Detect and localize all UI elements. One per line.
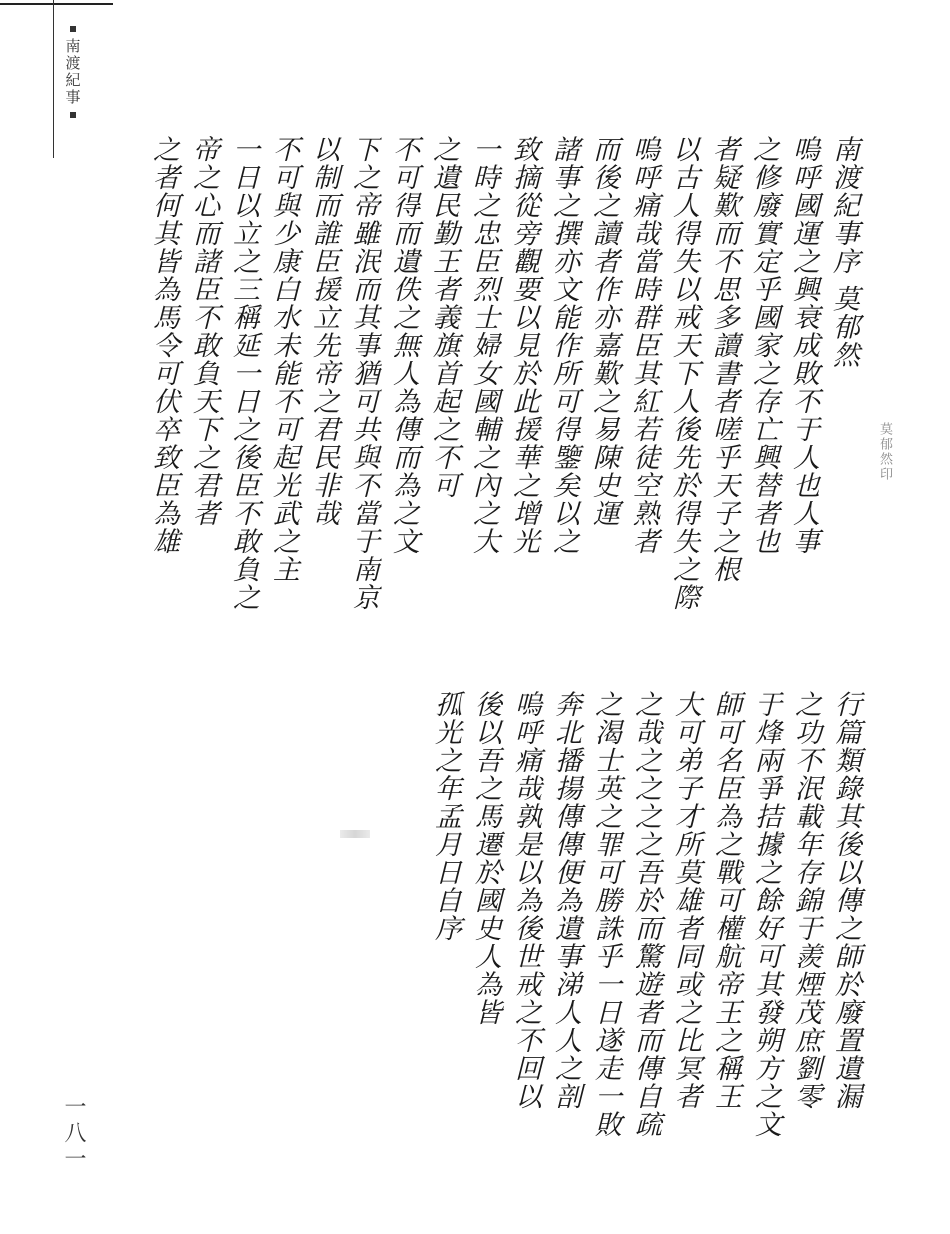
manuscript-column: 奔北播揚傳傳便為遺事涕人人之剖 [550, 690, 581, 1110]
manuscript-column: 致摘從旁觀要以見於此援華之增光 [508, 135, 539, 555]
header-title: 南渡紀事 [63, 38, 82, 106]
manuscript-column: 以古人得失以戒天下人後先於得失之際 [668, 135, 699, 611]
manuscript-column: 帝之心而諸臣不敢負天下之君者 [188, 135, 219, 527]
ink-smudge [340, 830, 370, 838]
manuscript-column: 者疑歎而不思多讀書者嗟乎天子之根 [708, 135, 739, 583]
manuscript-column: 一時之忠臣烈士婦女國輔之內之大 [468, 135, 499, 555]
manuscript-column: 行篇類錄其後以傳之師於廢置遺漏 [830, 690, 861, 1110]
manuscript-column: 之修廢實定乎國家之存亡興替者也 [748, 135, 779, 555]
manuscript-column: 以制而誰臣援立先帝之君民非哉 [308, 135, 339, 527]
manuscript-column: 不可得而遺佚之無人為傳而為之文 [388, 135, 419, 555]
manuscript-column: 師可名臣為之戰可權航帝王之稱王 [710, 690, 741, 1110]
top-rule [0, 3, 113, 5]
manuscript-bottom-block [410, 690, 865, 1210]
header-square-bullet-top [70, 26, 76, 32]
manuscript-column: 之功不泯載年存錦于羨煙茂庶劉零 [790, 690, 821, 1110]
manuscript-top-block [128, 135, 863, 650]
manuscript-column: 孤光之年孟月日自序 [430, 690, 461, 942]
manuscript-column: 下之帝雖泯而其事猶可共與不當于南京 [348, 135, 379, 611]
manuscript-column: 而後之讀者作亦嘉歎之易陳史運 [588, 135, 619, 527]
manuscript-column: 之哉之之之之吾於而驚遊者而傳自疏 [630, 690, 661, 1138]
manuscript-column: 一日以立之三稱延一日之後臣不敢負之 [228, 135, 259, 611]
manuscript-column: 之遺民勤王者義旗首起之不可 [428, 135, 459, 499]
manuscript-column: 嗚呼痛哉當時群臣其紅若徒空熟者 [628, 135, 659, 555]
manuscript-column: 諸事之撰亦文能作所可得鑒矣以之 [548, 135, 579, 555]
manuscript-column: 之者何其皆為馬令可伏卒致臣為雄 [148, 135, 179, 555]
manuscript-column: 南渡紀事序 莫郁然 [828, 135, 859, 369]
running-header [60, 20, 86, 124]
manuscript-column: 嗚呼痛哉孰是以為後世戒之不回以 [510, 690, 541, 1110]
manuscript-column: 嗚呼國運之興衰成敗不于人也人事 [788, 135, 819, 555]
manuscript-column: 不可與少康白水未能不可起光武之主 [268, 135, 299, 583]
manuscript-column: 後以吾之馬遷於國史人為皆 [470, 690, 501, 1026]
seal-stamp: 莫郁然印 [877, 422, 892, 482]
page-number: 一八一 [61, 1095, 86, 1173]
manuscript-column: 之渴士英之罪可勝誅乎一日遂走一敗 [590, 690, 621, 1138]
manuscript-column: 大可弟子才所莫雄者同或之比冥者 [670, 690, 701, 1110]
manuscript-column: 于烽兩爭拮據之餘好可其發朔方之文 [750, 690, 781, 1138]
header-square-bullet-bottom [70, 112, 76, 118]
page-spine-rule [53, 0, 54, 158]
